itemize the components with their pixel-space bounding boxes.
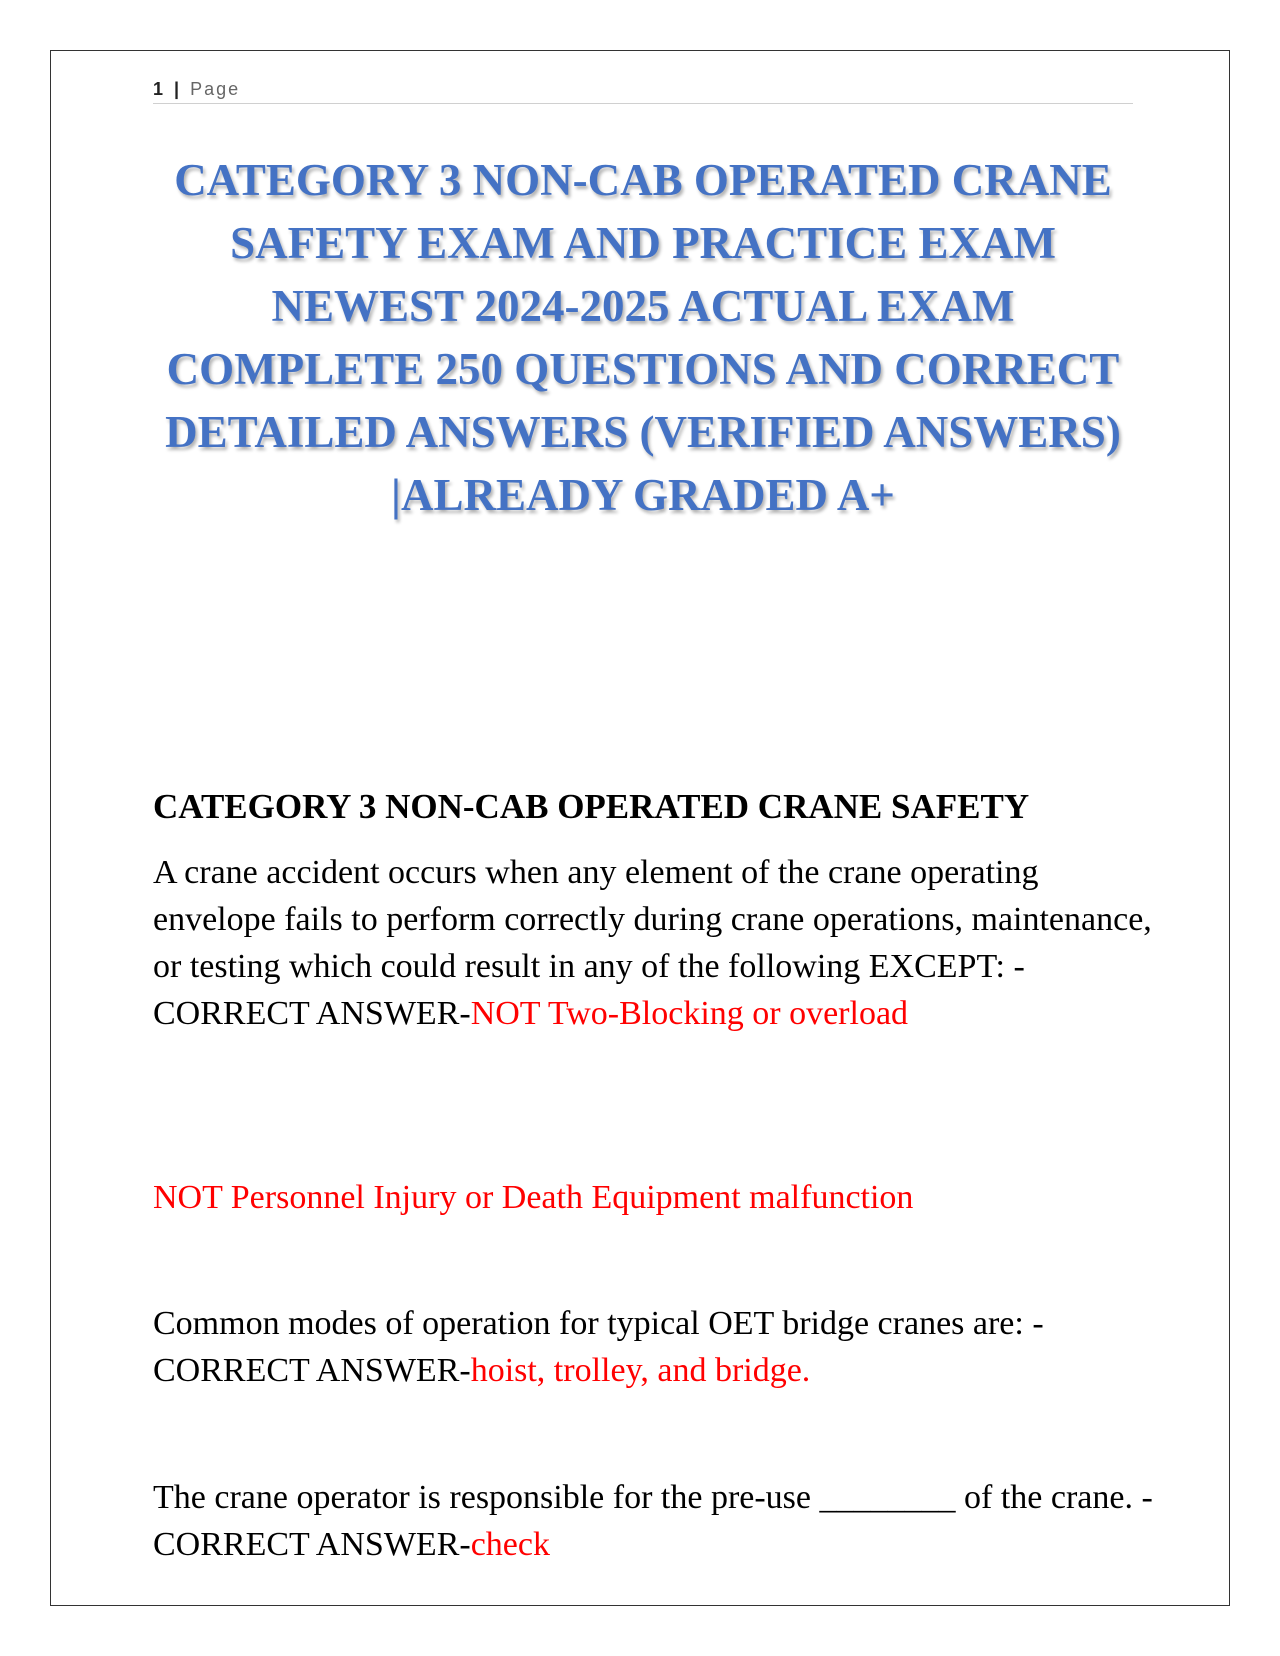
document-title: CATEGORY 3 NON-CAB OPERATED CRANE SAFETY EXAM AND PRACTICE EXAM NEWEST 2024-2025 ACTUAL EXAM COMPLETE 250 QUESTIONS AND CORRECT DETAILED ANSWERS (VERIFIED ANSWERS) |ALREADY GRADED A+: [165, 155, 1121, 520]
question-3-answer: check: [470, 1526, 550, 1563]
section-heading: CATEGORY 3 NON-CAB OPERATED CRANE SAFETY: [153, 787, 1030, 826]
question-3-text: The crane operator is responsible for the pre-use ________ of the crane. - CORRECT ANSWER-: [153, 1479, 1153, 1563]
question-1-extra-answer: NOT Personnel Injury or Death Equipment malfunction: [153, 1179, 914, 1216]
question-1: [153, 849, 1153, 1037]
document-page: [50, 50, 1230, 1606]
page-number: 1: [153, 79, 166, 99]
page-label: Page: [190, 79, 241, 99]
question-2-text: Common modes of operation for typical OET bridge cranes are: - CORRECT ANSWER-: [153, 1305, 1044, 1389]
question-1-answer: NOT Two-Blocking or overload: [470, 995, 909, 1032]
header-separator: |: [174, 79, 182, 99]
question-2: [153, 1300, 1153, 1394]
question-2-answer: hoist, trolley, and bridge.: [470, 1352, 811, 1389]
page-header: [153, 79, 1133, 104]
question-3: [153, 1474, 1153, 1568]
question-1-text: A crane accident occurs when any element of the crane operating envelope fails to perform correctly during crane operations, maintenance, or testing which could result in any of the following EXCEPT: - CORRECT ANSWER-: [153, 854, 1152, 1032]
